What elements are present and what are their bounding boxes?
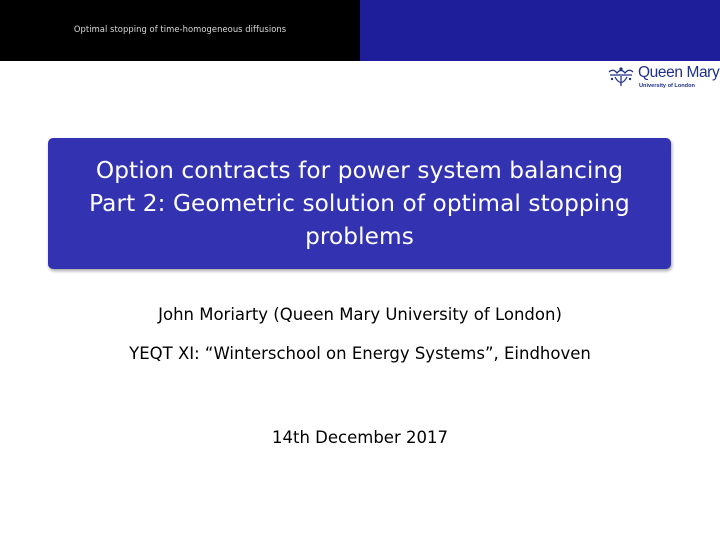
crown-crest-icon: [606, 66, 636, 88]
title-block: [48, 138, 671, 269]
logo-name: Queen Mary: [638, 64, 720, 81]
title-line-2: Part 2: Geometric solution of optimal stopping: [89, 190, 630, 217]
presentation-title: [89, 154, 630, 253]
author-line: John Moriarty (Queen Mary University of London): [158, 305, 562, 324]
title-line-3: problems: [305, 223, 414, 250]
header-left-panel: [0, 0, 360, 61]
title-line-1: Option contracts for power system balancing: [95, 157, 624, 184]
university-logo: [606, 62, 720, 96]
short-title[interactable]: Optimal stopping of time-homogeneous diffusions: [73, 23, 287, 34]
event-line: YEQT XI: “Winterschool on Energy Systems”, Eindhoven: [129, 344, 591, 363]
header-right-panel: [360, 0, 720, 61]
header-bar: [0, 0, 720, 61]
logo-subtitle: University of London: [639, 83, 695, 89]
date-line: 14th December 2017: [272, 428, 448, 447]
